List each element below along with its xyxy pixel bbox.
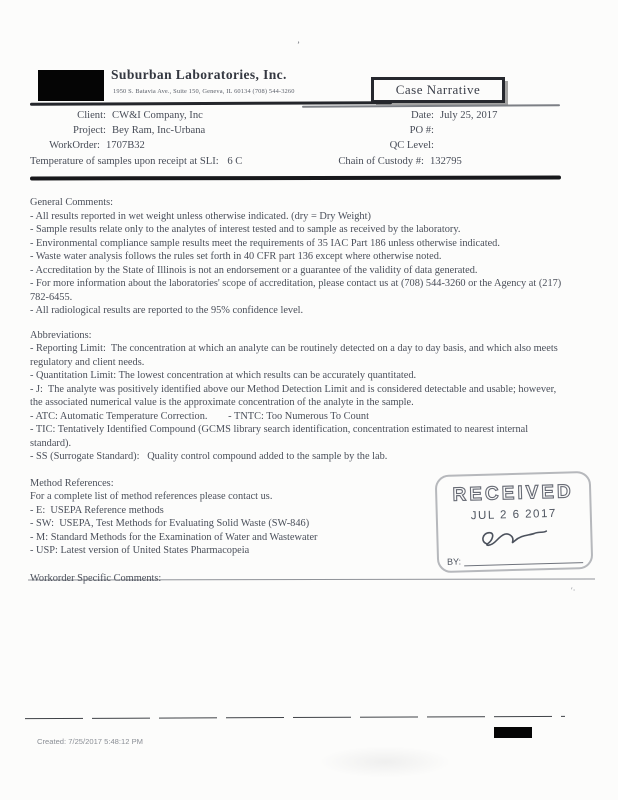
company-name: Suburban Laboratories, Inc. [111,67,287,82]
abbreviation-line: - ATC: Automatic Temperature Correction. - TNTC: Too Numerous To Count [30,410,369,422]
chain-of-custody-field [306,156,562,167]
document-type-label: Case Narrative [395,82,481,97]
method-reference-line: - USP: Latest version of United States Pharmacopeia [30,545,250,556]
info-row-4 [30,156,562,167]
temperature-label: Temperature of samples upon receipt at SLI: [30,156,219,167]
general-comment-line: - Waste water analysis follows the rules set forth in 40 CFR part 136 except where otherwise noted. [30,251,442,262]
received-stamp-by-label: BY: [446,556,462,567]
abbreviation-line: - SS (Surrogate Standard): Quality control compound added to the sample by the lab. [30,451,388,462]
redacted-logo-box [38,70,104,101]
chain-of-custody-label: Chain of Custody #: [338,156,424,167]
received-stamp-date: JUL 2 6 2017 [470,507,557,523]
workorder-field [30,140,306,151]
project-value: Bey Ram, Inc-Urbana [112,125,206,136]
abbreviation-line: - Quantitation Limit: The lowest concentration at which results can be accurately quantitated. [30,370,417,381]
signature-scribble-icon [476,526,549,557]
workorder-value: 1707B32 [106,140,145,151]
client-field [30,110,306,121]
temperature-value: 6 C [227,156,243,167]
po-label: PO #: [409,125,434,136]
company-address: 1950 S. Batavia Ave., Suite 150, Geneva, IL 60134 (708) 544-3260 [113,88,295,95]
date-label: Date: [411,110,434,121]
general-comments-heading: General Comments: [30,197,114,208]
created-timestamp: Created: 7/25/2017 5:48:12 PM [37,737,143,746]
chain-of-custody-value: 132795 [430,156,462,167]
abbreviations-section [30,329,563,464]
abbreviation-line: - Reporting Limit: The concentration at which an analyte can be routinely detected on a day to day basis, and which also meets regulatory and client needs. [30,343,558,368]
workorder-label: WorkOrder: [49,140,100,151]
po-field [306,125,562,136]
method-references-intro: For a complete list of method references please contact us. [30,491,273,502]
temperature-field [30,156,306,167]
abbreviation-line: - TIC: Tentatively Identified Compound (GCMS library search identification, concentration estimated to nearest internal standard). [30,424,529,449]
general-comment-line: - All radiological results are reported to the 95% confidence level. [30,305,304,316]
received-stamp [435,471,594,573]
redaction-box [494,727,532,738]
document-type-box [371,77,505,103]
date-field [306,110,562,121]
general-comment-line: - Accreditation by the State of Illinois is not an endorsement or a guarantee of the validity of data generated. [30,264,478,276]
client-value: CW&I Company, Inc [112,110,203,121]
project-field [30,125,306,136]
footer-divider [25,716,565,720]
workorder-comments-heading: Workorder Specific Comments: [30,572,162,584]
scan-smudge [318,746,452,778]
general-comment-line: - For more information about the laboratories' scope of accreditation, please contact us at (708) 544-3260 or the Agency at (217) 782-6455. [30,278,562,303]
received-stamp-by-rule [464,554,583,566]
qc-level-label: QC Level: [389,140,434,151]
info-row-3 [30,140,562,151]
scan-speck: ʹ· [571,586,576,595]
scan-speck: ’ [297,40,300,50]
section-divider [30,176,561,180]
general-comment-line: - Environmental compliance sample results meet the requirements of 35 IAC Part 186 unless otherwise indicated. [30,237,500,249]
abbreviation-line: - J: The analyte was positively identified above our Method Detection Limit and is considered detectable and usable; however, the associated numerical value is the approximate concentration of the analyte in the sample. [30,383,557,408]
date-value: July 25, 2017 [440,110,498,121]
general-comment-line: - Sample results relate only to the analytes of interest tested and to sample as received by the laboratory. [30,224,461,235]
method-reference-line: - M: Standard Methods for the Examination of Water and Wastewater [30,531,318,543]
abbreviations-heading: Abbreviations: [30,329,92,341]
method-reference-line: - E: USEPA Reference methods [30,504,164,516]
workorder-comments-section [30,572,563,586]
received-stamp-title: RECEIVED [452,481,575,506]
method-references-heading: Method References: [30,477,114,489]
received-stamp-by [447,553,583,567]
header-rule-right [302,104,560,108]
general-comments-section [30,196,563,318]
method-reference-line: - SW: USEPA, Test Methods for Evaluating Solid Waste (SW-846) [30,518,310,529]
project-label: Project: [73,125,106,136]
general-comment-line: - All results reported in wet weight unless otherwise indicated. (dry = Dry Weight) [30,210,371,222]
info-row-2 [30,125,562,136]
client-label: Client: [77,110,106,121]
qc-level-field [306,140,562,151]
info-row-1 [30,110,562,121]
